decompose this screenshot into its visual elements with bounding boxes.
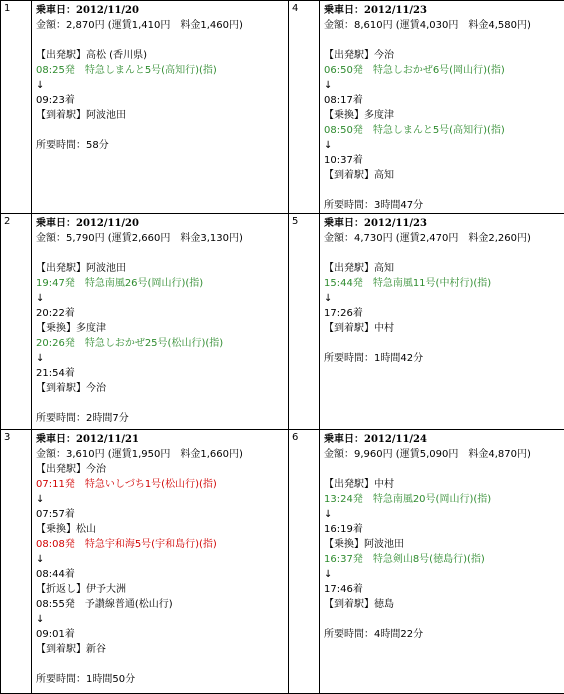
route-line: 08:17着: [324, 95, 363, 106]
route-line: 【出発駅】今治: [324, 50, 394, 61]
route-line: ↓: [36, 293, 45, 304]
trip-details: [320, 214, 564, 430]
route-line: 09:01着: [36, 629, 75, 640]
trip-number: 6: [289, 430, 320, 694]
blank-line: [324, 336, 564, 351]
fare-amount: 金額：4,730円 (運賃2,470円 料金2,260円): [324, 233, 531, 244]
trip-details: [320, 430, 564, 694]
route-line: 19:47発 特急南風26号(岡山行)(指): [36, 278, 204, 289]
trip-number: 2: [1, 214, 32, 430]
blank-line: [36, 123, 288, 138]
route-line: 【乗換】多度津: [36, 323, 106, 334]
ride-date: 乗車日：2012/11/20: [36, 218, 139, 229]
route-line: 【出発駅】阿波池田: [36, 263, 126, 274]
blank-line: [36, 33, 288, 48]
trip-details: [32, 214, 289, 430]
route-line: 08:55発 予讃線普通(松山行): [36, 599, 173, 610]
route-line: 07:57着: [36, 509, 75, 520]
trip-details: [32, 430, 289, 694]
route-line: 08:25発 特急しまんと5号(高知行)(指): [36, 65, 217, 76]
route-line: 【到着駅】高知: [324, 170, 394, 181]
trip-details: [320, 1, 564, 214]
route-line: ↓: [324, 569, 333, 580]
route-line: ↓: [324, 293, 333, 304]
route-line: 08:50発 特急しまんと5号(高知行)(指): [324, 125, 505, 136]
route-line: 所要時間：58分: [36, 140, 109, 151]
fare-amount: 金額：9,960円 (運賃5,090円 料金4,870円): [324, 449, 531, 460]
blank-line: [324, 33, 564, 48]
route-line: 【乗換】松山: [36, 524, 96, 535]
route-line: 09:23着: [36, 95, 75, 106]
route-line: ↓: [324, 80, 333, 91]
route-line: 所要時間：1時間50分: [36, 674, 136, 685]
route-line: 【到着駅】徳島: [324, 599, 394, 610]
route-line: 【乗換】阿波池田: [324, 539, 404, 550]
trip-number: 3: [1, 430, 32, 694]
route-line: 【乗換】多度津: [324, 110, 394, 121]
ride-date: 乗車日：2012/11/23: [324, 5, 427, 16]
route-line: 【出発駅】高松 (香川県): [36, 50, 147, 61]
route-line: ↓: [36, 494, 45, 505]
ride-date: 乗車日：2012/11/20: [36, 5, 139, 16]
trip-number: 4: [289, 1, 320, 214]
route-line: 10:37着: [324, 155, 363, 166]
route-line: ↓: [36, 80, 45, 91]
blank-line: [324, 462, 564, 477]
route-line: ↓: [36, 614, 45, 625]
trip-number: 5: [289, 214, 320, 430]
route-line: 【到着駅】阿波池田: [36, 110, 126, 121]
route-line: ↓: [36, 353, 45, 364]
blank-line: [324, 246, 564, 261]
route-line: 所要時間：4時間22分: [324, 629, 424, 640]
route-line: 所要時間：1時間42分: [324, 353, 424, 364]
route-line: 20:26発 特急しおかぜ25号(松山行)(指): [36, 338, 224, 349]
route-line: 所要時間：2時間7分: [36, 413, 129, 424]
route-line: 21:54着: [36, 368, 75, 379]
route-line: 【到着駅】中村: [324, 323, 394, 334]
route-line: ↓: [324, 509, 333, 520]
blank-line: [36, 657, 288, 672]
route-line: 【到着駅】今治: [36, 383, 106, 394]
route-line: 所要時間：3時間47分: [324, 200, 424, 211]
route-line: 20:22着: [36, 308, 75, 319]
fare-amount: 金額：5,790円 (運賃2,660円 料金3,130円): [36, 233, 243, 244]
blank-line: [36, 246, 288, 261]
fare-amount: 金額：3,610円 (運賃1,950円 料金1,660円): [36, 449, 243, 460]
route-line: 16:37発 特急剣山8号(徳島行)(指): [324, 554, 485, 565]
route-line: 【折返し】伊予大洲: [36, 584, 126, 595]
route-line: 06:50発 特急しおかぜ6号(岡山行)(指): [324, 65, 505, 76]
route-line: 15:44発 特急南風11号(中村行)(指): [324, 278, 492, 289]
route-line: 17:26着: [324, 308, 363, 319]
fare-amount: 金額：8,610円 (運賃4,030円 料金4,580円): [324, 20, 531, 31]
route-line: 08:44着: [36, 569, 75, 580]
route-line: 08:08発 特急宇和海5号(宇和島行)(指): [36, 539, 217, 550]
route-line: 16:19着: [324, 524, 363, 535]
ride-date: 乗車日：2012/11/23: [324, 218, 427, 229]
ride-date: 乗車日：2012/11/24: [324, 434, 427, 445]
route-line: 17:46着: [324, 584, 363, 595]
blank-line: [324, 612, 564, 627]
route-line: ↓: [36, 554, 45, 565]
route-line: 07:11発 特急いしづち1号(松山行)(指): [36, 479, 217, 490]
blank-line: [36, 396, 288, 411]
trip-row: [1, 214, 564, 430]
trip-row: [1, 1, 564, 214]
ride-date: 乗車日：2012/11/21: [36, 434, 139, 445]
trip-row: [1, 430, 564, 694]
route-line: 【出発駅】今治: [36, 464, 106, 475]
trip-details: [32, 1, 289, 214]
route-line: ↓: [324, 140, 333, 151]
route-line: 【出発駅】中村: [324, 479, 394, 490]
trip-number: 1: [1, 1, 32, 214]
blank-line: [324, 183, 564, 198]
itinerary-body: [1, 1, 564, 694]
route-line: 【出発駅】高知: [324, 263, 394, 274]
route-line: 13:24発 特急南風20号(岡山行)(指): [324, 494, 492, 505]
route-line: 【到着駅】新谷: [36, 644, 106, 655]
fare-amount: 金額：2,870円 (運賃1,410円 料金1,460円): [36, 20, 243, 31]
